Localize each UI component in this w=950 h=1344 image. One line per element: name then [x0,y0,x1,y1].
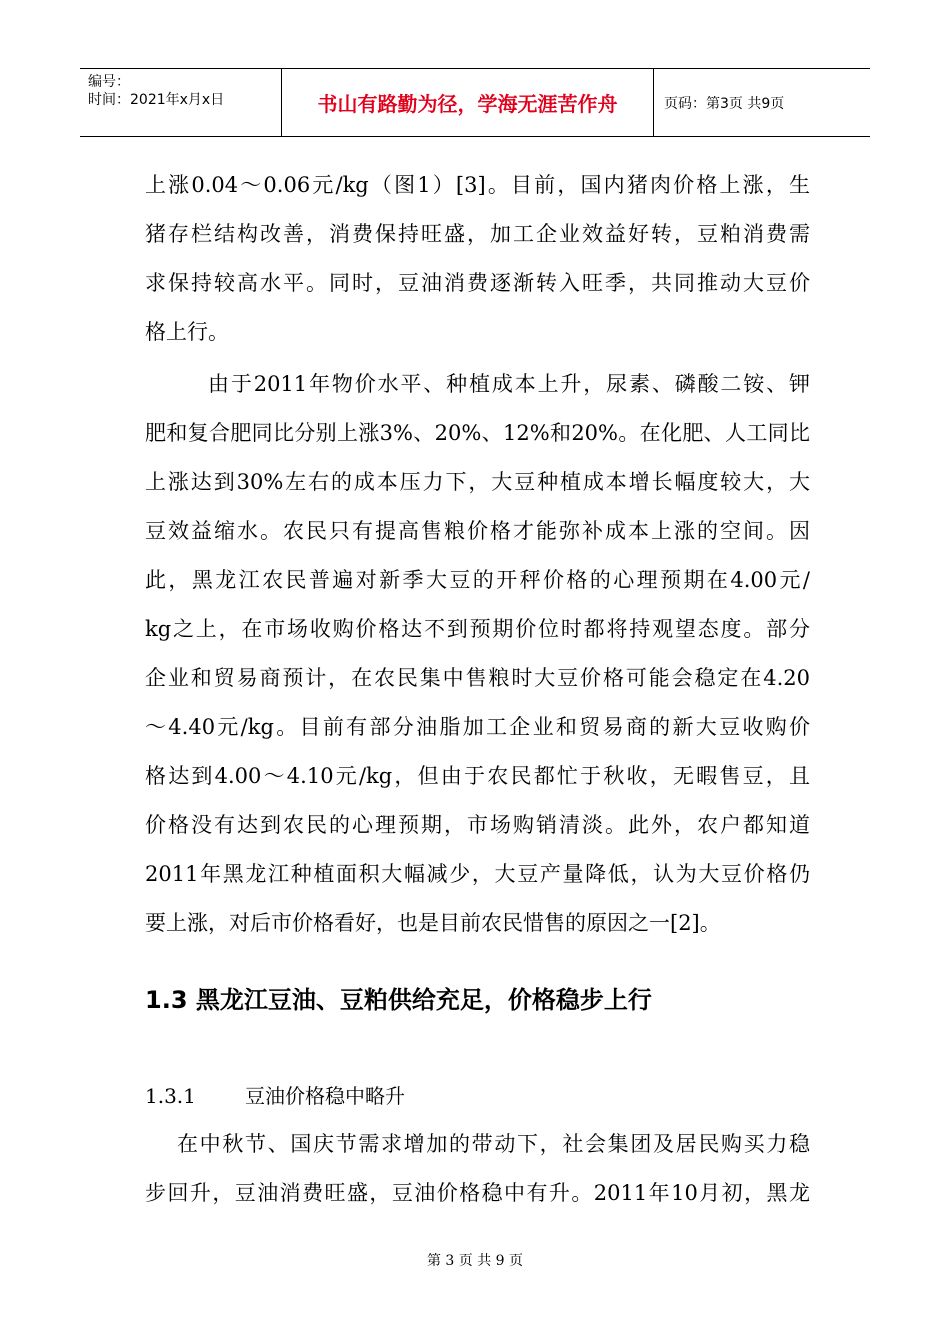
subsection-heading [145,1080,405,1109]
page-header [80,68,870,137]
text-line: 豆效益缩水。农民只有提高售粮价格才能弥补成本上涨的空间。因 [145,519,810,543]
text-line: kg之上，在市场收购价格达不到预期价位时都将持观望态度。部分 [145,617,810,641]
header-page-info: 页码：第3页 共9页 [664,95,785,112]
text-line: 格上行。 [145,320,229,344]
section-heading: 1.3 黑龙江豆油、豆粕供给充足，价格稳步上行 [145,986,652,1014]
text-line: 2011年黑龙江种植面积大幅减少，大豆产量降低，认为大豆价格仍 [145,862,810,886]
document-number-label: 编号： [88,74,130,90]
text-line: 由于2011年物价水平、种植成本上升，尿素、磷酸二铵、钾 [208,372,810,396]
text-line: 在中秋节、国庆节需求增加的带动下，社会集团及居民购买力稳 [177,1132,810,1156]
paragraph-3 [145,1120,810,1218]
header-motto: 书山有路勤为径，学海无涯苦作舟 [282,69,654,136]
text-line: ～4.40元/kg。目前有部分油脂加工企业和贸易商的新大豆收购价 [145,715,810,739]
text-line: 猪存栏结构改善，消费保持旺盛，加工企业效益好转，豆粕消费需 [145,222,810,246]
text-line: 上涨0.04～0.06元/kg（图1）[3]。目前，国内猪肉价格上涨，生 [145,173,810,197]
subsection-number: 1.3.1 [145,1084,196,1108]
text-line: 企业和贸易商预计，在农民集中售粮时大豆价格可能会稳定在4.20 [145,666,810,690]
page-footer: 第 3 页 共 9 页 [426,1253,524,1269]
subsection-title: 豆油价格稳中略升 [245,1084,405,1108]
paragraph-2 [145,360,810,948]
text-line: 格达到4.00～4.10元/kg，但由于农民都忙于秋收，无暇售豆，且 [145,764,810,788]
document-date-label: 时间：2021年x月x日 [88,92,225,108]
text-line: 价格没有达到农民的心理预期，市场购销清淡。此外，农户都知道 [145,813,810,837]
text-line: 步回升，豆油消费旺盛，豆油价格稳中有升。2011年10月初，黑龙 [145,1181,810,1205]
paragraph-1 [145,161,810,357]
text-line: 求保持较高水平。同时，豆油消费逐渐转入旺季，共同推动大豆价 [145,271,810,295]
text-line: 此，黑龙江农民普遍对新季大豆的开秤价格的心理预期在4.00元/ [145,568,810,592]
text-line: 上涨达到30%左右的成本压力下，大豆种植成本增长幅度较大，大 [145,470,810,494]
header-meta [80,69,282,136]
text-line: 要上涨，对后市价格看好，也是目前农民惜售的原因之一[2]。 [145,911,721,935]
text-line: 肥和复合肥同比分别上涨3%、20%、12%和20%。在化肥、人工同比 [145,421,810,445]
